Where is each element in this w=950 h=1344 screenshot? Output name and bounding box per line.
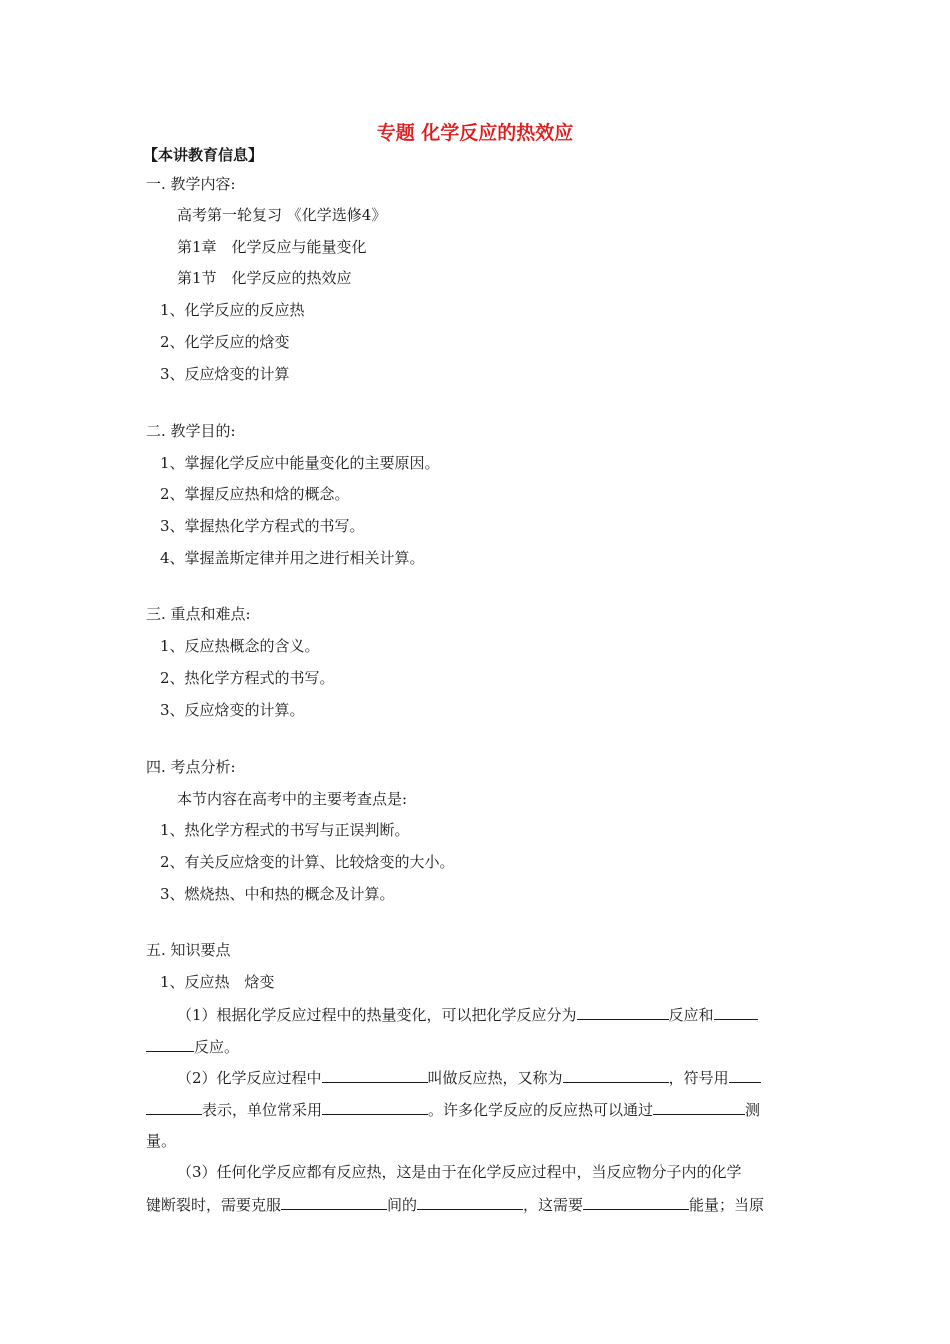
list-item: 2、有关反应焓变的计算、比较焓变的大小。 <box>160 853 455 871</box>
info-header: 【本讲教育信息】 <box>143 146 264 164</box>
list-item: 4、掌握盖斯定律并用之进行相关计算。 <box>160 549 425 567</box>
list-item: 3、燃烧热、中和热的概念及计算。 <box>160 885 395 903</box>
list-item: 3、反应焓变的计算 <box>160 365 290 383</box>
paragraph-text: 。许多化学反应的反应热可以通过 <box>428 1101 654 1119</box>
fill-blank[interactable] <box>583 1194 689 1210</box>
section-5-sub: 1、反应热 焓变 <box>160 973 275 991</box>
fill-blank[interactable] <box>653 1099 745 1115</box>
list-item: 2、化学反应的焓变 <box>160 333 290 351</box>
paragraph-2-line-1 <box>177 1067 761 1088</box>
fill-blank[interactable] <box>146 1036 194 1052</box>
section-2-heading: 二. 教学目的: <box>146 422 236 440</box>
section-1-sub: 高考第一轮复习 《化学选修4》 <box>177 206 387 224</box>
section-1-heading: 一. 教学内容: <box>146 175 236 193</box>
fill-blank[interactable] <box>281 1194 387 1210</box>
paragraph-text: ，符号用 <box>668 1069 729 1087</box>
list-item: 3、反应焓变的计算。 <box>160 701 305 719</box>
fill-blank[interactable] <box>577 1004 669 1020</box>
list-item: 2、热化学方程式的书写。 <box>160 669 335 687</box>
paragraph-text: ，这需要 <box>523 1196 584 1214</box>
paragraph-text: 能量；当原 <box>689 1196 765 1214</box>
page-title: 专题 化学反应的热效应 <box>376 122 574 144</box>
section-3-heading: 三. 重点和难点: <box>146 605 251 623</box>
paragraph-2-line-3: 量。 <box>146 1132 177 1150</box>
list-item: 1、反应热概念的含义。 <box>160 637 320 655</box>
fill-blank[interactable] <box>322 1099 428 1115</box>
paragraph-text: （1）根据化学反应过程中的热量变化，可以把化学反应分为 <box>177 1006 577 1024</box>
list-item: 1、掌握化学反应中能量变化的主要原因。 <box>160 454 440 472</box>
fill-blank[interactable] <box>146 1099 202 1115</box>
section-4-intro: 本节内容在高考中的主要考查点是: <box>177 790 408 808</box>
paragraph-1-line-1 <box>177 1004 758 1025</box>
paragraph-text: （2）化学反应过程中 <box>177 1069 322 1087</box>
paragraph-text: 测 <box>745 1101 761 1119</box>
fill-blank[interactable] <box>417 1194 523 1210</box>
paragraph-text: 间的 <box>387 1196 418 1214</box>
paragraph-text: 叫做反应热，又称为 <box>427 1069 563 1087</box>
section-4-heading: 四. 考点分析: <box>146 758 236 776</box>
list-item: 1、热化学方程式的书写与正误判断。 <box>160 821 410 839</box>
section-1-sub: 第1节 化学反应的热效应 <box>177 269 352 287</box>
paragraph-text: 键断裂时，需要克服 <box>146 1196 282 1214</box>
fill-blank[interactable] <box>729 1067 761 1083</box>
paragraph-text: 反应和 <box>668 1006 714 1024</box>
paragraph-1-line-2 <box>146 1036 239 1057</box>
section-1-sub: 第1章 化学反应与能量变化 <box>177 238 367 256</box>
fill-blank[interactable] <box>714 1004 758 1020</box>
section-5-heading: 五. 知识要点 <box>146 941 231 959</box>
paragraph-3-line-1: （3）任何化学反应都有反应热，这是由于在化学反应过程中，当反应物分子内的化学 <box>177 1163 742 1181</box>
paragraph-text: 反应。 <box>194 1038 240 1056</box>
list-item: 1、化学反应的反应热 <box>160 301 305 319</box>
list-item: 2、掌握反应热和焓的概念。 <box>160 485 350 503</box>
paragraph-text: 表示，单位常采用 <box>202 1101 323 1119</box>
paragraph-3-line-2 <box>146 1194 764 1215</box>
list-item: 3、掌握热化学方程式的书写。 <box>160 517 365 535</box>
fill-blank[interactable] <box>563 1067 669 1083</box>
fill-blank[interactable] <box>322 1067 428 1083</box>
paragraph-2-line-2 <box>146 1099 760 1120</box>
